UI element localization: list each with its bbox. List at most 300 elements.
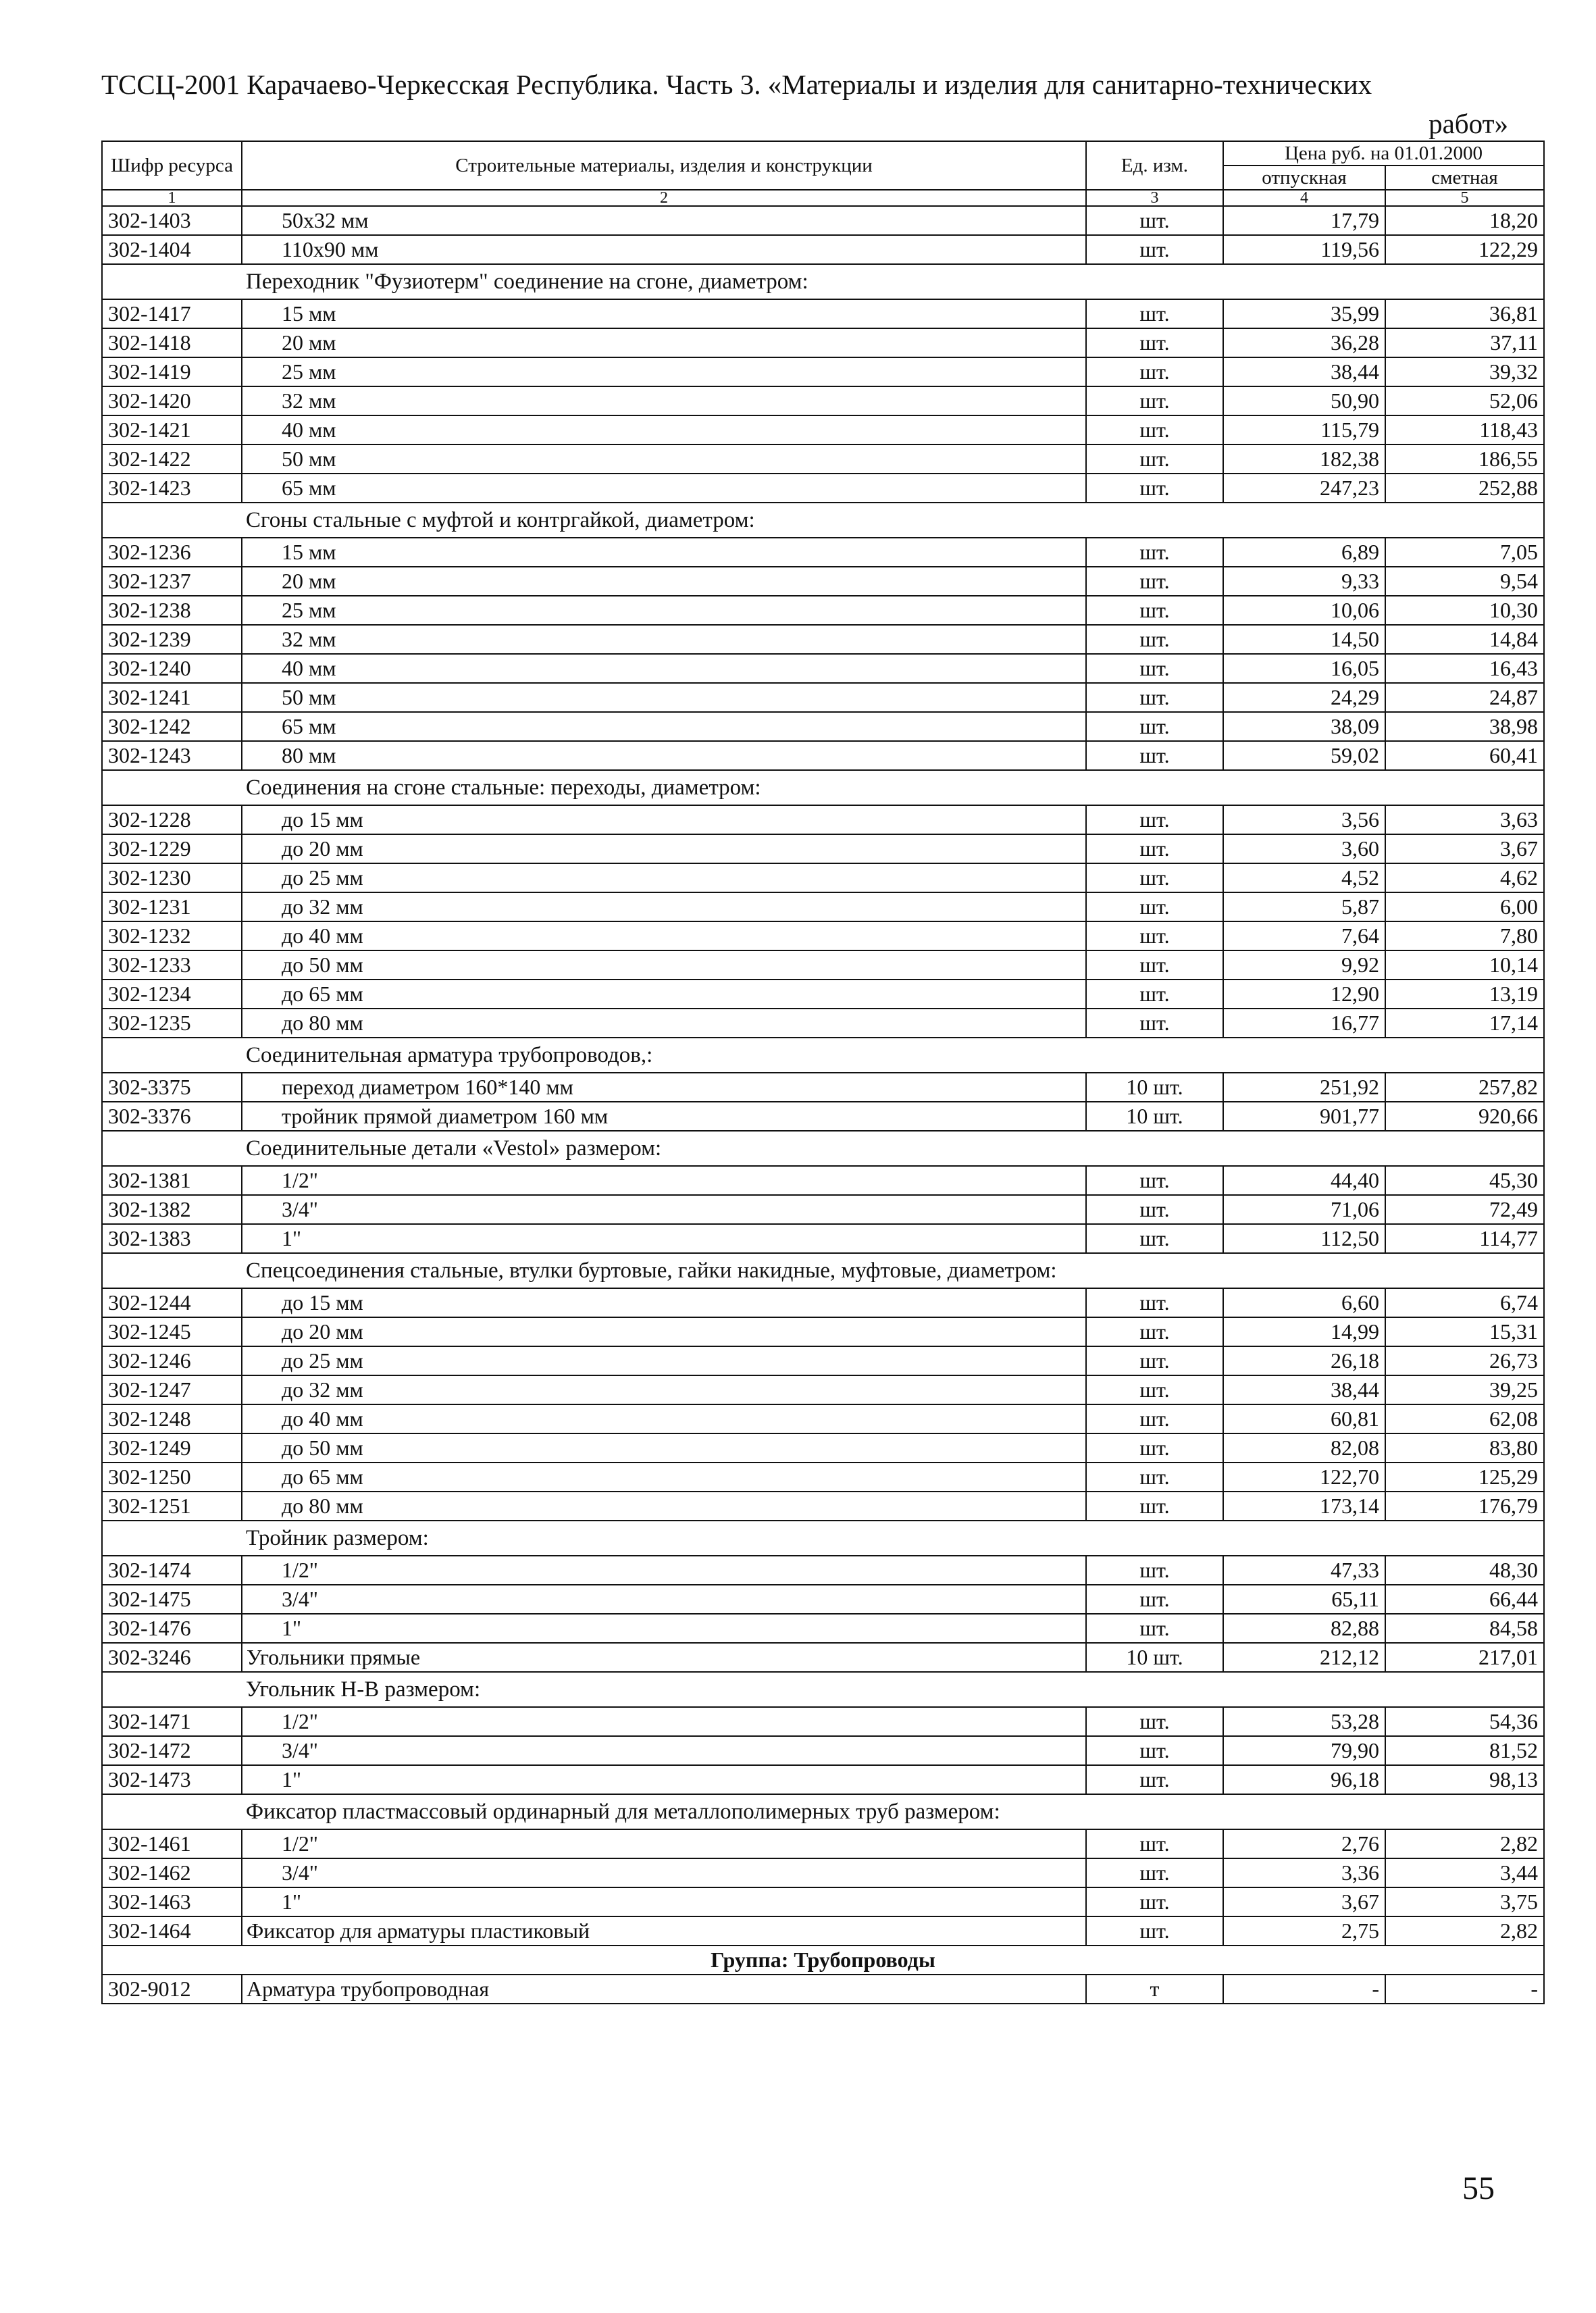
price-wholesale: 60,81 <box>1223 1404 1385 1433</box>
price-estimate: 176,79 <box>1385 1492 1544 1521</box>
table-row <box>102 474 1544 503</box>
table-row <box>102 805 1544 834</box>
price-wholesale: 6,89 <box>1223 538 1385 567</box>
resource-code: 302-1229 <box>102 834 242 863</box>
price-estimate: 13,19 <box>1385 980 1544 1009</box>
header-title-line1: ТССЦ-2001 Карачаево-Черкесская Республика. Часть 3. «Материалы и изделия для санитарно-технических <box>101 69 1372 100</box>
section-heading-row <box>102 264 1544 299</box>
price-estimate: 39,25 <box>1385 1375 1544 1404</box>
section-heading: Фиксатор пластмассовый ординарный для металлополимерных труб размером: <box>102 1794 1544 1829</box>
unit-of-measure: шт. <box>1086 1707 1223 1736</box>
price-wholesale: 6,60 <box>1223 1288 1385 1317</box>
material-name: Арматура трубопроводная <box>242 1975 1086 2004</box>
table-row <box>102 1375 1544 1404</box>
unit-of-measure: шт. <box>1086 1765 1223 1794</box>
price-wholesale: 9,33 <box>1223 567 1385 596</box>
price-wholesale: 82,08 <box>1223 1433 1385 1463</box>
resource-code: 302-1231 <box>102 892 242 921</box>
table-row <box>102 235 1544 264</box>
material-name: 1" <box>242 1765 1086 1794</box>
resource-code: 302-1463 <box>102 1887 242 1916</box>
table-row <box>102 950 1544 980</box>
table-row <box>102 1975 1544 2004</box>
table-row <box>102 1195 1544 1224</box>
price-wholesale: 119,56 <box>1223 235 1385 264</box>
price-wholesale: 38,44 <box>1223 1375 1385 1404</box>
price-estimate: 122,29 <box>1385 235 1544 264</box>
resource-code: 302-1249 <box>102 1433 242 1463</box>
table-row <box>102 1346 1544 1375</box>
price-estimate: 84,58 <box>1385 1614 1544 1643</box>
material-name: до 50 мм <box>242 1433 1086 1463</box>
price-estimate: 72,49 <box>1385 1195 1544 1224</box>
resource-code: 302-1230 <box>102 863 242 892</box>
resource-code: 302-1246 <box>102 1346 242 1375</box>
unit-of-measure: шт. <box>1086 1224 1223 1253</box>
resource-code: 302-1403 <box>102 206 242 235</box>
header-title-line2: работ» <box>1428 108 1508 139</box>
col-header-code: Шифр ресурса <box>102 141 242 190</box>
resource-code: 302-1237 <box>102 567 242 596</box>
section-heading-row <box>102 1672 1544 1707</box>
unit-of-measure: шт. <box>1086 538 1223 567</box>
price-wholesale: 7,64 <box>1223 921 1385 950</box>
table-row <box>102 741 1544 770</box>
unit-of-measure: шт. <box>1086 1556 1223 1585</box>
unit-of-measure: т <box>1086 1975 1223 2004</box>
resource-code: 302-1422 <box>102 444 242 474</box>
table-row <box>102 1829 1544 1858</box>
material-name: 50 мм <box>242 444 1086 474</box>
price-table <box>101 141 1545 2004</box>
price-wholesale: 182,38 <box>1223 444 1385 474</box>
price-estimate: 18,20 <box>1385 206 1544 235</box>
price-wholesale: 96,18 <box>1223 1765 1385 1794</box>
unit-of-measure: шт. <box>1086 1492 1223 1521</box>
resource-code: 302-1228 <box>102 805 242 834</box>
table-row <box>102 1166 1544 1195</box>
table-row <box>102 567 1544 596</box>
material-name: 3/4" <box>242 1858 1086 1887</box>
unit-of-measure: шт. <box>1086 444 1223 474</box>
table-row <box>102 386 1544 415</box>
table-row <box>102 206 1544 235</box>
price-wholesale: 2,76 <box>1223 1829 1385 1858</box>
price-estimate: 54,36 <box>1385 1707 1544 1736</box>
price-estimate: - <box>1385 1975 1544 2004</box>
material-name: до 50 мм <box>242 950 1086 980</box>
col-number: 2 <box>242 190 1086 206</box>
unit-of-measure: шт. <box>1086 1614 1223 1643</box>
price-wholesale: 14,50 <box>1223 625 1385 654</box>
unit-of-measure: шт. <box>1086 1916 1223 1946</box>
material-name: до 65 мм <box>242 980 1086 1009</box>
material-name: 80 мм <box>242 741 1086 770</box>
resource-code: 302-1251 <box>102 1492 242 1521</box>
price-wholesale: 122,70 <box>1223 1463 1385 1492</box>
table-row <box>102 444 1544 474</box>
price-wholesale: 4,52 <box>1223 863 1385 892</box>
price-estimate: 6,74 <box>1385 1288 1544 1317</box>
unit-of-measure: шт. <box>1086 1433 1223 1463</box>
resource-code: 302-1244 <box>102 1288 242 1317</box>
price-wholesale: 115,79 <box>1223 415 1385 444</box>
price-wholesale: 3,36 <box>1223 1858 1385 1887</box>
table-row <box>102 357 1544 386</box>
material-name: 15 мм <box>242 538 1086 567</box>
table-row <box>102 863 1544 892</box>
unit-of-measure: шт. <box>1086 1887 1223 1916</box>
unit-of-measure: 10 шт. <box>1086 1102 1223 1131</box>
table-row <box>102 1073 1544 1102</box>
resource-code: 302-1382 <box>102 1195 242 1224</box>
section-heading-row <box>102 503 1544 538</box>
unit-of-measure: шт. <box>1086 1346 1223 1375</box>
section-heading: Переходник "Фузиотерм" соединение на сгоне, диаметром: <box>102 264 1544 299</box>
price-estimate: 48,30 <box>1385 1556 1544 1585</box>
table-row <box>102 596 1544 625</box>
resource-code: 302-1248 <box>102 1404 242 1433</box>
price-wholesale: 59,02 <box>1223 741 1385 770</box>
material-name: до 40 мм <box>242 921 1086 950</box>
table-body <box>102 206 1544 2004</box>
price-estimate: 39,32 <box>1385 357 1544 386</box>
document-header <box>101 65 1508 143</box>
price-estimate: 45,30 <box>1385 1166 1544 1195</box>
material-name: до 80 мм <box>242 1492 1086 1521</box>
material-name: до 15 мм <box>242 1288 1086 1317</box>
price-estimate: 38,98 <box>1385 712 1544 741</box>
unit-of-measure: шт. <box>1086 654 1223 683</box>
price-estimate: 114,77 <box>1385 1224 1544 1253</box>
material-name: 20 мм <box>242 567 1086 596</box>
price-wholesale: 10,06 <box>1223 596 1385 625</box>
price-estimate: 60,41 <box>1385 741 1544 770</box>
resource-code: 302-1235 <box>102 1009 242 1038</box>
table-header <box>102 141 1544 206</box>
table-row <box>102 1614 1544 1643</box>
material-name: 32 мм <box>242 625 1086 654</box>
material-name: 40 мм <box>242 415 1086 444</box>
section-heading-row <box>102 770 1544 805</box>
unit-of-measure: шт. <box>1086 1317 1223 1346</box>
price-wholesale: 24,29 <box>1223 683 1385 712</box>
price-wholesale: 26,18 <box>1223 1346 1385 1375</box>
col-number: 3 <box>1086 190 1223 206</box>
price-estimate: 52,06 <box>1385 386 1544 415</box>
price-wholesale: 5,87 <box>1223 892 1385 921</box>
material-name: 3/4" <box>242 1195 1086 1224</box>
resource-code: 302-1417 <box>102 299 242 328</box>
price-wholesale: 53,28 <box>1223 1707 1385 1736</box>
price-estimate: 3,75 <box>1385 1887 1544 1916</box>
price-estimate: 37,11 <box>1385 328 1544 357</box>
table-row <box>102 892 1544 921</box>
price-wholesale: 38,44 <box>1223 357 1385 386</box>
table-row <box>102 1317 1544 1346</box>
price-estimate: 9,54 <box>1385 567 1544 596</box>
price-wholesale: 47,33 <box>1223 1556 1385 1585</box>
price-wholesale: 2,75 <box>1223 1916 1385 1946</box>
resource-code: 302-1234 <box>102 980 242 1009</box>
material-name: 1" <box>242 1224 1086 1253</box>
table-row <box>102 834 1544 863</box>
price-wholesale: 16,77 <box>1223 1009 1385 1038</box>
price-estimate: 4,62 <box>1385 863 1544 892</box>
price-wholesale: 36,28 <box>1223 328 1385 357</box>
section-heading-row <box>102 1131 1544 1166</box>
price-estimate: 98,13 <box>1385 1765 1544 1794</box>
price-estimate: 7,80 <box>1385 921 1544 950</box>
col-header-name: Строительные материалы, изделия и конструкции <box>242 141 1086 190</box>
unit-of-measure: шт. <box>1086 1463 1223 1492</box>
price-estimate: 920,66 <box>1385 1102 1544 1131</box>
unit-of-measure: шт. <box>1086 1858 1223 1887</box>
price-estimate: 17,14 <box>1385 1009 1544 1038</box>
price-wholesale: 3,67 <box>1223 1887 1385 1916</box>
resource-code: 302-1474 <box>102 1556 242 1585</box>
table-row <box>102 415 1544 444</box>
col-number: 1 <box>102 190 242 206</box>
unit-of-measure: шт. <box>1086 235 1223 264</box>
table-row <box>102 712 1544 741</box>
resource-code: 302-1404 <box>102 235 242 264</box>
material-name: 50 мм <box>242 683 1086 712</box>
price-estimate: 16,43 <box>1385 654 1544 683</box>
resource-code: 302-1383 <box>102 1224 242 1253</box>
unit-of-measure: шт. <box>1086 299 1223 328</box>
price-wholesale: 212,12 <box>1223 1643 1385 1672</box>
unit-of-measure: шт. <box>1086 712 1223 741</box>
price-wholesale: 16,05 <box>1223 654 1385 683</box>
price-estimate: 2,82 <box>1385 1916 1544 1946</box>
price-wholesale: 71,06 <box>1223 1195 1385 1224</box>
price-wholesale: 82,88 <box>1223 1614 1385 1643</box>
price-estimate: 6,00 <box>1385 892 1544 921</box>
unit-of-measure: шт. <box>1086 1009 1223 1038</box>
price-estimate: 26,73 <box>1385 1346 1544 1375</box>
unit-of-measure: шт. <box>1086 357 1223 386</box>
material-name: до 20 мм <box>242 1317 1086 1346</box>
section-heading: Угольник Н-В размером: <box>102 1672 1544 1707</box>
price-estimate: 186,55 <box>1385 444 1544 474</box>
price-wholesale: 65,11 <box>1223 1585 1385 1614</box>
section-heading-row <box>102 1253 1544 1288</box>
table-row <box>102 980 1544 1009</box>
table-row <box>102 921 1544 950</box>
table-row <box>102 1102 1544 1131</box>
material-name: до 40 мм <box>242 1404 1086 1433</box>
col-number: 4 <box>1223 190 1385 206</box>
material-name: 3/4" <box>242 1736 1086 1765</box>
material-name: до 25 мм <box>242 1346 1086 1375</box>
material-name: 40 мм <box>242 654 1086 683</box>
col-header-price: Цена руб. на 01.01.2000 <box>1223 141 1544 166</box>
resource-code: 302-1419 <box>102 357 242 386</box>
price-wholesale: 79,90 <box>1223 1736 1385 1765</box>
resource-code: 302-1420 <box>102 386 242 415</box>
price-estimate: 15,31 <box>1385 1317 1544 1346</box>
resource-code: 302-1243 <box>102 741 242 770</box>
price-estimate: 2,82 <box>1385 1829 1544 1858</box>
price-wholesale: 50,90 <box>1223 386 1385 415</box>
price-wholesale: 173,14 <box>1223 1492 1385 1521</box>
unit-of-measure: шт. <box>1086 328 1223 357</box>
unit-of-measure: шт. <box>1086 1736 1223 1765</box>
table-row <box>102 1736 1544 1765</box>
unit-of-measure: шт. <box>1086 741 1223 770</box>
price-wholesale: 251,92 <box>1223 1073 1385 1102</box>
resource-code: 302-3375 <box>102 1073 242 1102</box>
table-row <box>102 1765 1544 1794</box>
price-estimate: 3,44 <box>1385 1858 1544 1887</box>
material-name: 50x32 мм <box>242 206 1086 235</box>
price-wholesale: 3,60 <box>1223 834 1385 863</box>
resource-code: 302-1421 <box>102 415 242 444</box>
resource-code: 302-1236 <box>102 538 242 567</box>
price-wholesale: 35,99 <box>1223 299 1385 328</box>
material-name: 20 мм <box>242 328 1086 357</box>
unit-of-measure: шт. <box>1086 921 1223 950</box>
price-wholesale: 112,50 <box>1223 1224 1385 1253</box>
unit-of-measure: шт. <box>1086 863 1223 892</box>
table-row <box>102 1288 1544 1317</box>
table-row <box>102 1492 1544 1521</box>
resource-code: 302-9012 <box>102 1975 242 2004</box>
section-heading: Соединения на сгоне стальные: переходы, диаметром: <box>102 770 1544 805</box>
unit-of-measure: шт. <box>1086 625 1223 654</box>
section-heading: Спецсоединения стальные, втулки буртовые, гайки накидные, муфтовые, диаметром: <box>102 1253 1544 1288</box>
group-heading-row <box>102 1946 1544 1975</box>
page-number: 55 <box>1462 2170 1495 2206</box>
material-name: до 80 мм <box>242 1009 1086 1038</box>
table-row <box>102 1556 1544 1585</box>
price-estimate: 10,14 <box>1385 950 1544 980</box>
price-estimate: 36,81 <box>1385 299 1544 328</box>
table-row <box>102 299 1544 328</box>
col-header-price-out: отпускная <box>1223 166 1385 190</box>
table-row <box>102 538 1544 567</box>
resource-code: 302-1245 <box>102 1317 242 1346</box>
material-name: до 32 мм <box>242 1375 1086 1404</box>
price-estimate: 217,01 <box>1385 1643 1544 1672</box>
price-estimate: 62,08 <box>1385 1404 1544 1433</box>
table-row <box>102 654 1544 683</box>
unit-of-measure: шт. <box>1086 683 1223 712</box>
resource-code: 302-1471 <box>102 1707 242 1736</box>
material-name: 1" <box>242 1614 1086 1643</box>
unit-of-measure: шт. <box>1086 892 1223 921</box>
material-name: тройник прямой диаметром 160 мм <box>242 1102 1086 1131</box>
price-estimate: 125,29 <box>1385 1463 1544 1492</box>
unit-of-measure: шт. <box>1086 1585 1223 1614</box>
price-estimate: 66,44 <box>1385 1585 1544 1614</box>
material-name: 1/2" <box>242 1707 1086 1736</box>
table-row <box>102 1585 1544 1614</box>
col-header-price-est: сметная <box>1385 166 1544 190</box>
unit-of-measure: 10 шт. <box>1086 1643 1223 1672</box>
table-row <box>102 1433 1544 1463</box>
price-wholesale: 44,40 <box>1223 1166 1385 1195</box>
unit-of-measure: шт. <box>1086 805 1223 834</box>
table-row <box>102 1916 1544 1946</box>
col-header-unit: Ед. изм. <box>1086 141 1223 190</box>
unit-of-measure: шт. <box>1086 1375 1223 1404</box>
resource-code: 302-1473 <box>102 1765 242 1794</box>
table-row <box>102 1009 1544 1038</box>
resource-code: 302-1423 <box>102 474 242 503</box>
table-row <box>102 1858 1544 1887</box>
unit-of-measure: шт. <box>1086 980 1223 1009</box>
material-name: Угольники прямые <box>242 1643 1086 1672</box>
price-wholesale: 9,92 <box>1223 950 1385 980</box>
resource-code: 302-1475 <box>102 1585 242 1614</box>
resource-code: 302-1418 <box>102 328 242 357</box>
material-name: до 65 мм <box>242 1463 1086 1492</box>
resource-code: 302-1238 <box>102 596 242 625</box>
price-estimate: 118,43 <box>1385 415 1544 444</box>
material-name: 15 мм <box>242 299 1086 328</box>
price-wholesale: 12,90 <box>1223 980 1385 1009</box>
price-estimate: 10,30 <box>1385 596 1544 625</box>
table-row <box>102 683 1544 712</box>
price-wholesale: 14,99 <box>1223 1317 1385 1346</box>
col-number: 5 <box>1385 190 1544 206</box>
table-row <box>102 1643 1544 1672</box>
unit-of-measure: шт. <box>1086 206 1223 235</box>
table-row <box>102 1463 1544 1492</box>
price-estimate: 252,88 <box>1385 474 1544 503</box>
price-estimate: 14,84 <box>1385 625 1544 654</box>
material-name: до 25 мм <box>242 863 1086 892</box>
resource-code: 302-1472 <box>102 1736 242 1765</box>
resource-code: 302-1462 <box>102 1858 242 1887</box>
table-row <box>102 1404 1544 1433</box>
section-heading-row <box>102 1521 1544 1556</box>
resource-code: 302-1232 <box>102 921 242 950</box>
material-name: до 20 мм <box>242 834 1086 863</box>
unit-of-measure: шт. <box>1086 596 1223 625</box>
resource-code: 302-1461 <box>102 1829 242 1858</box>
resource-code: 302-1239 <box>102 625 242 654</box>
material-name: 1/2" <box>242 1556 1086 1585</box>
price-wholesale: 901,77 <box>1223 1102 1385 1131</box>
price-wholesale: 17,79 <box>1223 206 1385 235</box>
resource-code: 302-1242 <box>102 712 242 741</box>
resource-code: 302-1233 <box>102 950 242 980</box>
unit-of-measure: шт. <box>1086 474 1223 503</box>
material-name: 3/4" <box>242 1585 1086 1614</box>
unit-of-measure: шт. <box>1086 415 1223 444</box>
unit-of-measure: шт. <box>1086 1195 1223 1224</box>
price-estimate: 3,63 <box>1385 805 1544 834</box>
price-estimate: 3,67 <box>1385 834 1544 863</box>
material-name: до 15 мм <box>242 805 1086 834</box>
material-name: переход диаметром 160*140 мм <box>242 1073 1086 1102</box>
material-name: до 32 мм <box>242 892 1086 921</box>
material-name: 65 мм <box>242 712 1086 741</box>
table-row <box>102 1707 1544 1736</box>
material-name: 25 мм <box>242 357 1086 386</box>
price-wholesale: - <box>1223 1975 1385 2004</box>
resource-code: 302-1240 <box>102 654 242 683</box>
unit-of-measure: шт. <box>1086 1829 1223 1858</box>
unit-of-measure: шт. <box>1086 834 1223 863</box>
unit-of-measure: шт. <box>1086 1404 1223 1433</box>
price-estimate: 81,52 <box>1385 1736 1544 1765</box>
unit-of-measure: шт. <box>1086 567 1223 596</box>
resource-code: 302-1250 <box>102 1463 242 1492</box>
